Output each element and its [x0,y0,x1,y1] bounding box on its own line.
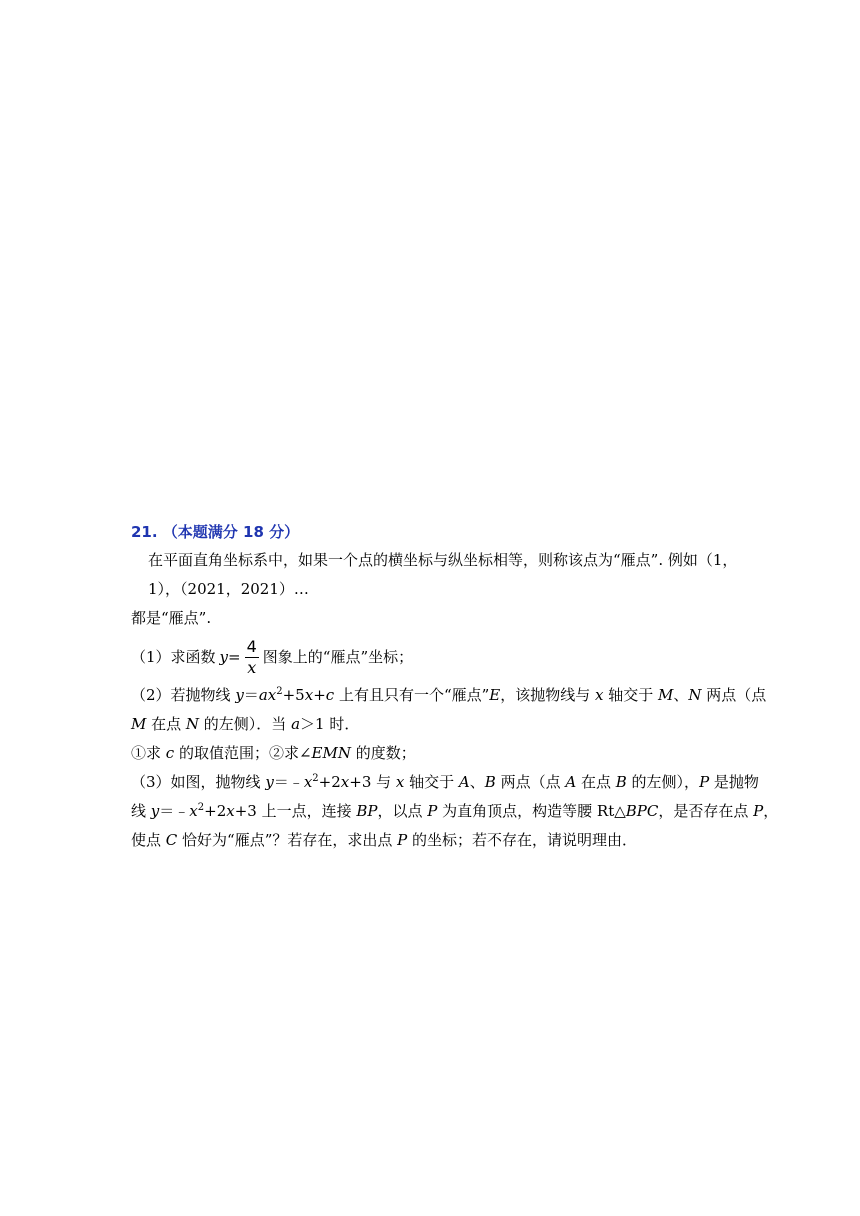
part1-line [131,633,743,681]
part1-y: y [219,648,229,666]
problem-heading: 21. （本题满分 18 分） [131,523,300,541]
text: ＝ [243,686,259,704]
intro-text-2: 1），（2021，2021）… [148,580,309,598]
text: （3）如图，抛物线 [131,773,266,791]
text: +2 [318,773,341,791]
text: 的坐标；若不存在，请说明理由． [407,831,638,849]
text: 的左侧）， [626,773,700,791]
exponent: 2 [312,773,319,784]
part3-line-1 [131,768,759,797]
text: +3 上一点，连接 [234,802,357,820]
part2-line-2 [131,710,743,739]
text: + [313,686,326,704]
text: 两点（点 [701,686,767,704]
text: 为直角顶点，构造等腰 Rt△ [437,802,626,820]
text: ，该抛物线与 [500,686,596,704]
text: ＝﹣ [159,802,190,820]
math-var: y [265,773,274,791]
text: 、 [673,686,689,704]
text: 轴交于 [603,686,659,704]
part1-suffix: 图象上的“雁点”坐标； [262,648,414,666]
intro-line [131,604,743,633]
math-var: P [699,773,710,791]
math-var: N [185,715,200,733]
math-var: x [304,686,314,704]
math-var: BP [356,802,378,820]
text: +5 [282,686,305,704]
math-var: y [150,802,160,820]
math-var: M [658,686,674,704]
text: 在点 [146,715,186,733]
math-var: C [165,831,178,849]
text: ，以点 [377,802,428,820]
math-var: a [291,715,301,733]
text: （2）若抛物线 [131,686,236,704]
math-var: y [235,686,244,704]
text: 是抛物 [709,773,759,791]
math-var: P [397,831,408,849]
math-var: x [303,773,313,791]
text: +2 [204,802,227,820]
fraction-denominator: x [247,657,257,677]
intro-line [131,546,743,575]
math-var: B [484,773,496,791]
math-var: B [615,773,627,791]
text: 的度数； [350,744,416,762]
problem-21 [131,518,779,855]
math-var: c [165,744,175,762]
math-var: x [189,802,198,820]
text: ①求 [131,744,166,762]
math-var: x [395,773,405,791]
math-var: BPC [625,802,659,820]
text: +3 与 [349,773,396,791]
exponent: 2 [197,802,205,813]
part3-line-2 [131,797,779,826]
text: ＞1 时． [300,715,360,733]
text: ， [763,802,779,820]
part1-prefix: （1）求函数 [131,648,216,666]
text: 在点 [576,773,616,791]
math-var: x [340,773,350,791]
text: 的左侧）．当 [199,715,292,733]
part3-line-3 [131,826,743,855]
math-var: EMN [311,744,351,762]
math-var: x [226,802,235,820]
fraction-4-over-x [245,636,259,677]
text: ＝﹣ [273,773,304,791]
math-var: M [131,715,147,733]
part2-line-1 [131,681,767,710]
math-var: c [325,686,335,704]
text: 的取值范围；②求∠ [174,744,312,762]
exponent: 2 [276,686,283,697]
text: 轴交于 [404,773,459,791]
text: ，是否存在点 [658,802,754,820]
text: 线 [131,802,151,820]
text: 上有且只有一个“雁点” [334,686,490,704]
text: 使点 [131,831,166,849]
math-var: N [688,686,702,704]
intro-text-1: 在平面直角坐标系中，如果一个点的横坐标与纵坐标相等，则称该点为“雁点”. 例如（1， [148,551,738,569]
text: 两点（点 [495,773,566,791]
part1-eq: = [228,648,241,666]
math-var: P [427,802,438,820]
text: 、 [469,773,485,791]
math-var: E [489,686,501,704]
part2-line-3 [131,739,743,768]
math-var: A [565,773,577,791]
text: 恰好为“雁点”？若存在，求出点 [177,831,398,849]
math-var: A [458,773,470,791]
math-var: P [753,802,764,820]
math-var: ax [258,686,277,704]
math-var: x [595,686,604,704]
intro-text-3: 都是“雁点”. [131,609,212,627]
fraction-numerator: 4 [246,636,257,656]
intro-line [131,575,743,604]
